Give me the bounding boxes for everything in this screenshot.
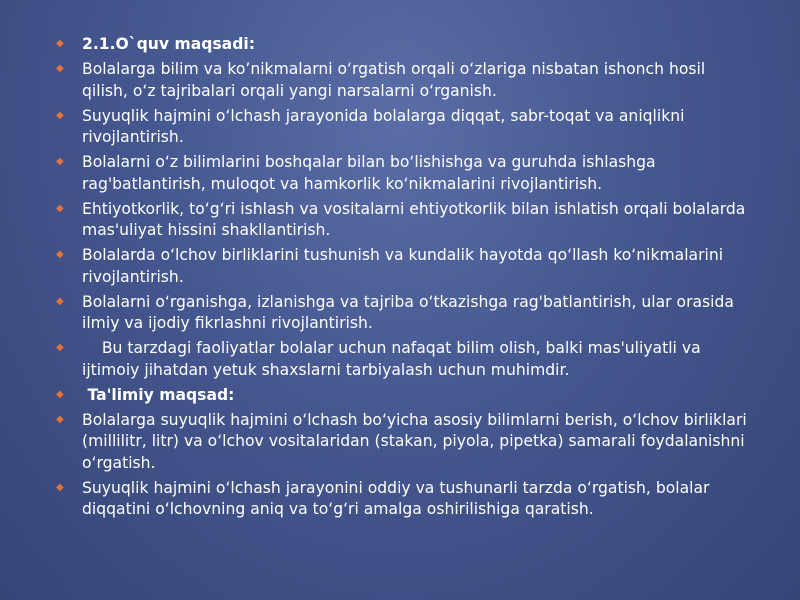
bullet-text: Bolalarni o‘z bilimlarini boshqalar bilan bo‘lishishga va guruhda ishlashga rag'batlantirish, muloqot va hamkorlik ko‘nikmalarini rivojlantirish. (82, 153, 656, 193)
bullet-text: Ta'limiy maqsad: (82, 385, 235, 404)
bullet-text: Bolalarda o‘lchov birliklarini tushunish va kundalik hayotda qo‘llash ko‘nikmalarini rivojlantirish. (82, 246, 724, 286)
diamond-bullet-icon: ◆ (56, 38, 64, 49)
diamond-bullet-icon: ◆ (56, 481, 64, 493)
bullet-text: Bolalarga suyuqlik hajmini o‘lchash bo‘yicha asosiy bilimlarni berish, o‘lchov birliklari (millilitr, litr) va o‘lchov vositalaridan (stakan, piyola, pipetka) samarali foydalanishni o‘rgatish. (82, 410, 747, 472)
diamond-bullet-icon: ◆ (56, 249, 64, 260)
diamond-bullet-icon: ◆ (56, 388, 64, 400)
bullet-item (54, 59, 754, 102)
bullet-item (54, 410, 754, 475)
bullet-text: Bu tarzdagi faoliyatlar bolalar uchun nafaqat bilim olish, balki mas'uliyatli va ijtimoiy jihatdan yetuk shaxslarni tarbiyalash uchun muhimdir. (82, 339, 706, 379)
bullet-text: Bolalarni o‘rganishga, izlanishga va tajriba o‘tkazishga rag'batlantirish, ular orasida ilmiy va ijodiy fikrlashni rivojlantirish. (82, 292, 734, 332)
bullet-item (54, 106, 754, 149)
bullet-item (54, 152, 754, 195)
bullet-item (54, 199, 754, 242)
bullet-item (54, 385, 754, 407)
bullet-item (54, 478, 754, 521)
bullet-list (54, 34, 754, 524)
diamond-bullet-icon: ◆ (56, 342, 64, 353)
bullet-item (54, 34, 754, 56)
bullet-item (54, 338, 754, 381)
bullet-text: Suyuqlik hajmini o‘lchash jarayonini oddiy va tushunarli tarzda o‘rgatish, bolalar diqqatini o‘lchovning aniq va to‘g‘ri amalga oshirilishiga qaratish. (82, 478, 710, 518)
bullet-text: Ehtiyotkorlik, to‘g‘ri ishlash va vositalarni ehtiyotkorlik bilan ishlatish orqali bolalarda mas'uliyat hissini shakllantirish. (82, 199, 746, 239)
bullet-item (54, 292, 754, 335)
diamond-bullet-icon: ◆ (56, 109, 64, 121)
bullet-text: Bolalarga bilim va ko’nikmalarni o‘rgatish orqali o‘zlariga nisbatan ishonch hosil qilish, o‘z tajribalari orqali yangi narsalarni o‘rganish. (82, 60, 706, 100)
diamond-bullet-icon: ◆ (56, 202, 64, 214)
bullet-text: 2.1.O`quv maqsadi: (82, 35, 255, 53)
bullet-text: Suyuqlik hajmini o‘lchash jarayonida bolalarga diqqat, sabr-toqat va aniqlikni rivojlantirish. (82, 106, 685, 146)
diamond-bullet-icon: ◆ (56, 63, 64, 74)
bullet-item (54, 245, 754, 288)
diamond-bullet-icon: ◆ (56, 295, 64, 307)
diamond-bullet-icon: ◆ (56, 413, 64, 425)
diamond-bullet-icon: ◆ (56, 156, 64, 167)
